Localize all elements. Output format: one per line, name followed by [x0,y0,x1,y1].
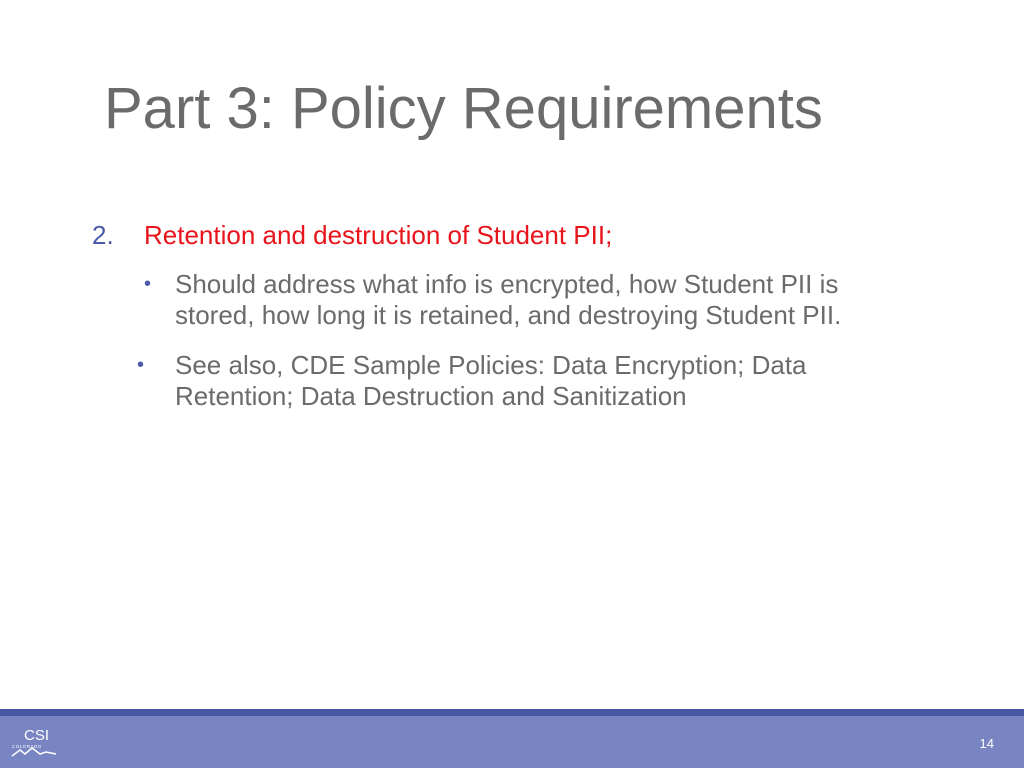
bullet-line: Retention; Data Destruction and Sanitization [175,381,687,411]
mountain-logo-mark [12,748,56,756]
bullet-dot-icon: • [137,354,145,376]
page-number: 14 [979,736,994,751]
csi-logo-icon [10,724,58,762]
logo-subtext: COLORADO [12,744,42,749]
bullet-line: stored, how long it is retained, and destroying Student PII. [175,300,842,330]
bullet-line: See also, CDE Sample Policies: Data Encryption; Data [175,350,807,380]
slide-title: Part 3: Policy Requirements [104,76,823,141]
bullet-line: Should address what info is encrypted, how Student PII is [175,269,839,299]
logo-text: CSI [24,727,50,744]
bullet-text [175,350,935,412]
item-heading: Retention and destruction of Student PII; [144,220,613,250]
footer-rule [0,709,1024,716]
item-number: 2. [92,220,114,250]
footer-bar [0,716,1024,768]
bullet-text [175,269,935,331]
bullet-dot-icon: • [144,273,152,295]
